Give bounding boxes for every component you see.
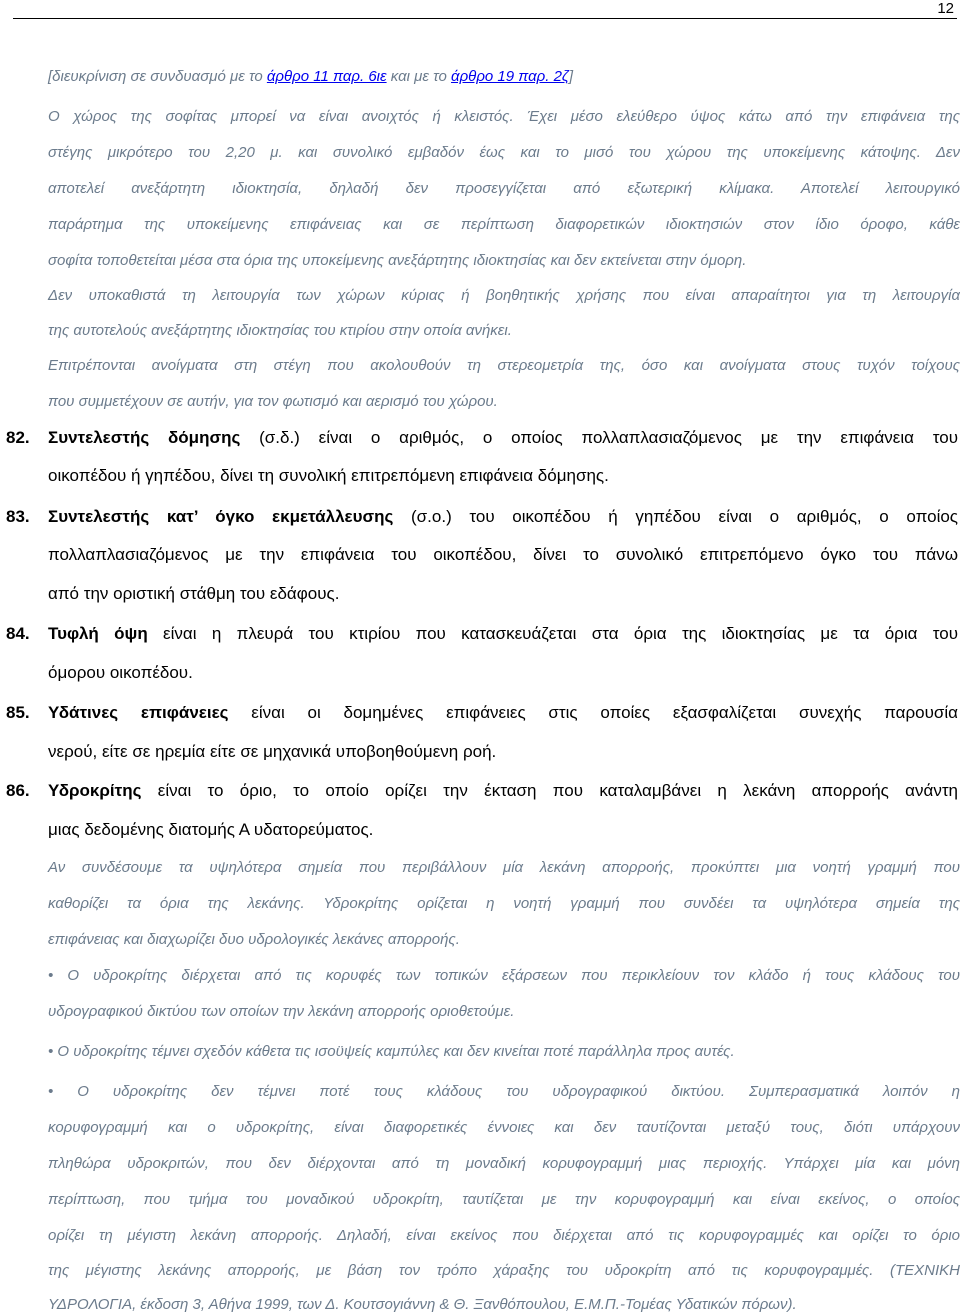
definition-number: 86.: [6, 781, 30, 800]
definition-term: Υδάτινες επιφάνειες: [48, 703, 229, 722]
watershed-line: περίπτωση, που τμήμα του μοναδικού υδροκρίτη, ταυτίζεται με την κορυφογραμμή και είναι εκείνος, ο οποίος: [48, 1191, 960, 1208]
attic-line: αποτελεί ανεξάρτητη ιδιοκτησία, δηλαδή δεν προσεγγίζεται από εξωτερική κλίμακα. Αποτελεί λειτουργικό: [48, 180, 960, 197]
definition-text: (σ.δ.) είναι ο αριθμός, ο οποίος πολλαπλασιαζόμενος με την επιφάνεια του: [240, 428, 958, 447]
attic-line: της αυτοτελούς ανεξάρτητης ιδιοκτησίας του κτιρίου στην οποία ανήκει.: [48, 322, 512, 339]
note-text: ]: [568, 68, 574, 85]
definition-86-line: μιας δεδομένης διατομής Α υδατορεύματος.: [48, 820, 374, 839]
definition-number: 84.: [6, 624, 30, 643]
definition-82-line: οικοπέδου ή γηπέδου, δίνει τη συνολική επιτρεπόμενη επιφάνεια δόμησης.: [48, 466, 609, 485]
watershed-line: Αν συνδέσουμε τα υψηλότερα σημεία που περιβάλλουν μία λεκάνη απορροής, προκύπτει μια νοητή γραμμή που: [48, 859, 960, 876]
attic-line: που συμμετέχουν σε αυτήν, για τον φωτισμό και αερισμό του χώρου.: [48, 393, 498, 410]
article-11-link[interactable]: άρθρο 11 παρ. 6ιε: [266, 68, 387, 85]
definition-term: Συντελεστής δόμησης: [48, 428, 241, 447]
definition-83-line: πολλαπλασιαζόμενος με την επιφάνεια του οικοπέδου, δίνει το συνολικό επιτρεπόμενο όγκο του πάνω: [48, 545, 958, 564]
watershed-bullet: • Ο υδροκρίτης διέρχεται από τις κορυφές των τοπικών εξάρσεων που περικλείουν τον κλάδο ή τους κλάδους του: [48, 967, 960, 984]
definition-82-line: [48, 427, 958, 449]
watershed-line: καθορίζει τα όρια της λεκάνης. Υδροκρίτης ορίζεται η νοητή γραμμή που συνδέει τα υψηλότερα σημεία της: [48, 895, 960, 912]
definition-term: Συντελεστής κατ’ όγκο εκμετάλλευσης: [48, 507, 394, 526]
article-19-link[interactable]: άρθρο 19 παρ. 2ζ: [451, 68, 569, 85]
watershed-line: ορίζει τη μέγιστη λεκάνη απορροής. Δηλαδή, είναι εκείνος που διέρχεται από τις κορυφογραμμές και ορίζει το όριο: [48, 1227, 960, 1244]
attic-line: Ο χώρος της σοφίτας μπορεί να είναι ανοιχτός ή κλειστός. Έχει μέσο ελεύθερο ύψος κάτω από την επιφάνεια της: [48, 108, 960, 125]
definition-number: 82.: [6, 428, 30, 447]
clarification-note: [48, 67, 960, 87]
definition-number: 83.: [6, 507, 30, 526]
definition-text: (σ.ο.) του οικοπέδου ή γηπέδου είναι ο αριθμός, ο οποίος: [393, 507, 958, 526]
watershed-line: ΥΔΡΟΛΟΓΙΑ, έκδοση 3, Αθήνα 1999, των Δ. Κουτσογιάννη & Θ. Ξανθόπουλου, Ε.Μ.Π.-Τομέας Υδατικών πόρων).: [48, 1296, 797, 1313]
header-rule: [13, 18, 957, 19]
definition-84-line: [48, 623, 958, 645]
watershed-line: της μέγιστης λεκάνης απορροής, με βάση τον τρόπο χάραξης του υδροκρίτη από τις κορυφογραμμές. (ΤΕΧΝΙΚΗ: [48, 1262, 960, 1279]
definition-83-line: από την οριστική στάθμη του εδάφους.: [48, 584, 340, 603]
definition-text: είναι η πλευρά του κτιρίου που κατασκευάζεται στα όρια της ιδιοκτησίας με τα όρια του: [147, 624, 959, 643]
watershed-bullet: • Ο υδροκρίτης τέμνει σχεδόν κάθετα τις ισοϋψείς καμπύλες και δεν κινείται ποτέ παράλληλα προς αυτές.: [48, 1043, 735, 1060]
watershed-line: πληθώρα υδροκριτών, που δεν διέρχονται από τη μοναδική κορυφογραμμή μιας περιοχής. Υπάρχει μία και μόνη: [48, 1155, 960, 1172]
attic-line: Δεν υποκαθιστά τη λειτουργία των χώρων κύριας ή βοηθητικής χρήσης που είναι απαραίτητοι για τη λειτουργία: [48, 287, 960, 304]
definition-term: Υδροκρίτης: [48, 781, 142, 800]
attic-line: Επιτρέπονται ανοίγματα στη στέγη που ακολουθούν τη στερεομετρία της, όσο και ανοίγματα στους τυχόν τοίχους: [48, 357, 960, 374]
attic-line: παράρτημα της υποκείμενης επιφάνειας και σε περίπτωση διαφορετικών ιδιοκτησιών στον ίδιο όροφο, κάθε: [48, 216, 960, 233]
attic-line: σοφίτα τοποθετείται μέσα στα όρια της υποκείμενης ανεξάρτητης ιδιοκτησίας και δεν εκτείνεται στην όμορη.: [48, 252, 747, 269]
definition-number: 85.: [6, 703, 30, 722]
definition-text: είναι οι δομημένες επιφάνειες στις οποίες εξασφαλίζεται συνεχής παρουσία: [228, 703, 958, 722]
definition-term: Τυφλή όψη: [48, 624, 148, 643]
definition-85-line: [48, 702, 958, 724]
definition-83-line: [48, 506, 958, 528]
page-number: 12: [937, 0, 954, 17]
watershed-line: υδρογραφικού δικτύου των οποίων την λεκάνη απορροής οριοθετούμε.: [48, 1003, 515, 1020]
watershed-line: κορυφογραμμή και ο υδροκρίτης, είναι διαφορετικές έννοιες και δεν ταυτίζονται μεταξύ τους, διότι υπάρχουν: [48, 1119, 960, 1136]
note-text: και με το: [386, 68, 452, 85]
attic-line: στέγης μικρότερο του 2,20 μ. και συνολικό εμβαδόν έως και το μισό του χώρου της υποκείμενης κάτοψης. Δεν: [48, 144, 960, 161]
definition-text: είναι το όριο, το οποίο ορίζει την έκταση που καταλαμβάνει η λεκάνη απορροής ανάντη: [141, 781, 958, 800]
watershed-line: επιφάνειας και διαχωρίζει δυο υδρολογικές λεκάνες απορροής.: [48, 931, 460, 948]
watershed-bullet: • Ο υδροκρίτης δεν τέμνει ποτέ τους κλάδους του υδρογραφικού δικτύου. Συμπερασματικά λοιπόν η: [48, 1083, 960, 1100]
definition-86-line: [48, 780, 958, 802]
note-text: [διευκρίνιση σε συνδυασμό με το: [48, 68, 267, 85]
definition-84-line: όμορου οικοπέδου.: [48, 663, 193, 682]
definition-85-line: νερού, είτε σε ηρεμία είτε σε μηχανικά υποβοηθούμενη ροή.: [48, 742, 497, 761]
